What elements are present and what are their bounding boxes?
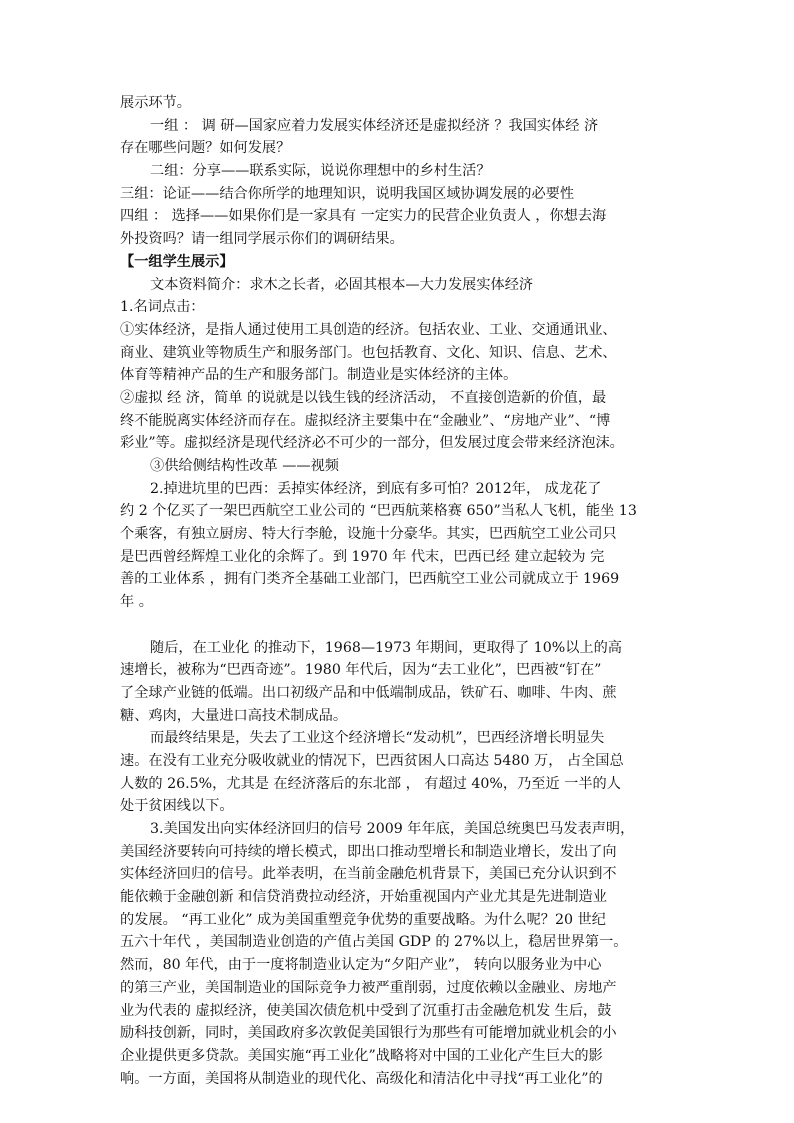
material-intro: 文本资料简介：求木之长者，必固其根本—大力发展实体经济 xyxy=(150,276,534,293)
text-line: 善的工业体系 ，拥有门类齐全基础工业部门，巴西航空工业公司就成立于 1969 xyxy=(120,571,620,588)
text-line: 商业、建筑业等物质生产和服务部门。也包括教育、文化、知识、信息、艺术、 xyxy=(120,344,617,361)
text-line: 是巴西曾经辉煌工业化的余辉了。到 1970 年 代末，巴西已经 建立起较为 完 xyxy=(120,548,605,565)
document-page xyxy=(120,92,680,1090)
text-line: 彩业”等。虚拟经济是现代经济必不可少的一部分，但发展过度会带来经济泡沫。 xyxy=(120,435,624,452)
group-two-task: 二组：分享——联系实际，说说你理想中的乡村生活？ xyxy=(150,163,491,180)
text-line: 终不能脱离实体经济而存在。虚拟经济主要集中在“金融业”、“房地产业”、“博 xyxy=(120,412,611,429)
group-four-task: 四组 ： 选择——如果你们是一家具有 一定实力的民营企业负责人 ，你想去海 xyxy=(120,208,607,225)
term-supply-side-reform: ③供给侧结构性改革 ——视频 xyxy=(150,458,339,474)
text-line: 个乘客，有独立厨房、特大行李舱，设施十分豪华。其实，巴西航空工业公司只 xyxy=(120,526,617,543)
term-virtual-economy: ②虚拟 经 济，简单 的说就是以钱生钱的经济活动， 不直接创造新的价值，最 xyxy=(120,389,607,406)
text-line: 业为代表的 虚拟经济，使美国次债危机中受到了沉重打击金融危机发 生后，鼓 xyxy=(120,1002,612,1019)
group-three-task: 三组：论证——结合你所学的地理知识，说明我国区域协调发展的必要性 xyxy=(120,185,575,202)
text-line: 展示环节。 xyxy=(120,95,191,111)
group-one-task: 一组 ： 调 研—国家应着力发展实体经济还是虚拟经济 ？我国实体经 济 xyxy=(150,117,599,134)
subheading-terms: 1.名词点击： xyxy=(120,299,205,316)
brazil-miracle-paragraph: 随后，在工业化 的推动下，1968—1973 年期间，更取得了 10%以上的高 xyxy=(150,639,622,656)
brazil-paragraph: 2.掉进坑里的巴西：丢掉实体经济，到底有多可怕？2012年， 成龙花了 xyxy=(150,480,602,497)
text-line: 年 。 xyxy=(120,594,153,611)
text-line: 能依赖于金融创新 和信贷消费拉动经济，开始重视国内产业尤其是先进制造业 xyxy=(120,889,607,906)
text-line: 外投资吗？请一组同学展示你们的调研结果。 xyxy=(120,231,404,248)
text-line: 约 2 个亿买了一架巴西航空工业公司的 “巴西航莱格赛 650”当私人飞机，能坐 13 xyxy=(120,503,637,520)
text-line: 美国经济要转向可持续的增长模式，即出口推动型增长和制造业增长，发出了向 xyxy=(120,843,617,860)
text-line: 人数的 26.5%，尤其是 在经济落后的东北部 ， 有超过 40%，乃至近 一半的人 xyxy=(120,775,621,792)
text-line: 处于贫困线以下。 xyxy=(120,798,234,815)
text-line: 实体经济回归的信号。此举表明，在当前金融危机背景下，美国已充分认识到不 xyxy=(120,866,617,883)
text-line: 的发展。 “再工业化” 成为美国重塑竞争优势的重要战略。为什么呢？20 世纪 xyxy=(120,911,606,928)
term-real-economy: ①实体经济，是指人通过使用工具创造的经济。包括农业、工业、交通通讯业、 xyxy=(120,321,617,338)
text-line: 响。一方面，美国将从制造业的现代化、高级化和清洁化中寻找“再工业化”的 xyxy=(120,1070,603,1087)
text-line: 存在哪些问题？如何发展？ xyxy=(120,140,291,157)
paragraph-gap xyxy=(120,614,680,637)
section-heading: 【一组学生展示】 xyxy=(120,253,234,270)
text-line: 速。在没有工业充分吸收就业的情况下，巴西贫困人口高达 5480 万， 占全国总 xyxy=(120,752,624,769)
text-line: 速增长，被称为“巴西奇迹”。1980 年代后，因为“去工业化”，巴西被“钉在” xyxy=(120,662,602,679)
text-line: 体育等精神产品的生产和服务部门。制造业是实体经济的主体。 xyxy=(120,367,518,384)
text-line: 励科技创新，同时，美国政府多次敦促美国银行为那些有可能增加就业机会的小 xyxy=(120,1025,617,1042)
usa-paragraph: 3.美国发出向实体经济回归的信号 2009 年年底，美国总统奥巴马发表声明， xyxy=(150,821,635,837)
text-line: 企业提供更多贷款。美国实施“再工业化”战略将对中国的工业化产生巨大的影 xyxy=(120,1047,603,1064)
text-line: 了全球产业链的低端。出口初级产品和中低端制成品，铁矿石、咖啡、牛肉、蔗 xyxy=(120,684,617,701)
text-line: 糖、鸡肉，大量进口高技术制成品。 xyxy=(120,707,348,724)
text-line: 的第三产业，美国制造业的国际竞争力被严重削弱，过度依赖以金融业、房地产 xyxy=(120,979,617,996)
brazil-result-paragraph: 而最终结果是，失去了工业这个经济增长“发动机”，巴西经济增长明显失 xyxy=(150,730,605,747)
text-line: 然而，80 年代，由于一度将制造业认定为“夕阳产业”， 转向以服务业为中心 xyxy=(120,957,602,974)
text-line: 五六十年代 ，美国制造业创造的产值占美国 GDP 的 27%以上，稳居世界第一。 xyxy=(120,934,628,951)
